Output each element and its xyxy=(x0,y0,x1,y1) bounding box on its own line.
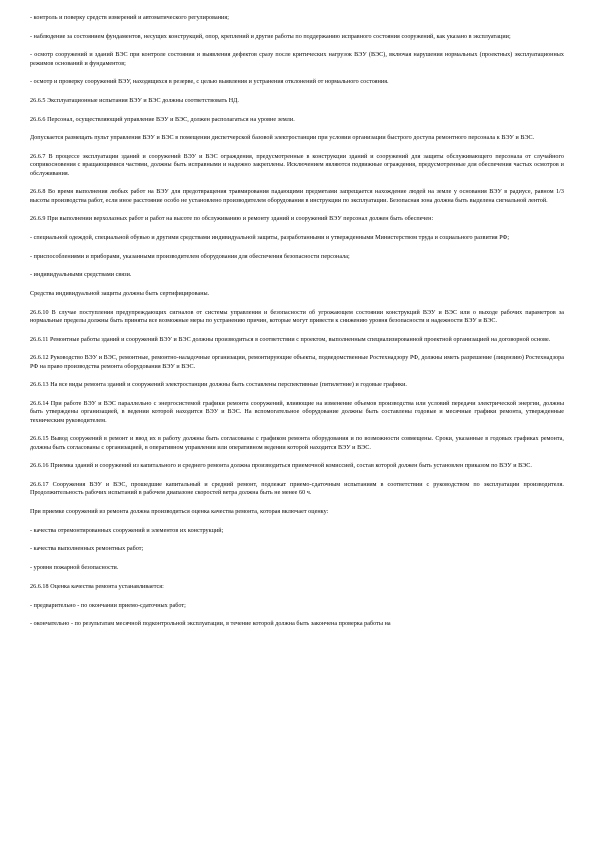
bullet-fire-safety: - уровня пожарной безопасности. xyxy=(30,565,119,572)
bullet-foundation-monitoring: - наблюдение за состоянием фундаментов, несущих конструкций, опор, креплений и другие работы по поддержанию исправного состояния сооружений, как указано в эксплуатации; xyxy=(30,33,511,40)
clause-26-6-9: 26.6.9 При выполнении верхолазных работ и работ на высоте по обслуживанию и ремонту зданий и сооружений ВЭУ персонал должен быть обеспечен: xyxy=(30,216,434,223)
bullet-preliminary: - предварительно - по окончании приемо-сдаточных работ; xyxy=(30,602,186,609)
clause-26-6-18: 26.6.18 Оценка качества ремонта устанавливается: xyxy=(30,583,164,590)
clause-26-6-10: 26.6.10 В случае поступления предупреждающих сигналов от системы управления и безопасности об угрожающем состоянии конструкций ВЭУ и ВЭС или о выходе рабочих параметров за нормальные пределы должны быть приняты все возможные меры по устранению причин, которые могут привести к снижению уровня безопасности и надежности ВЭУ и ВЭС. xyxy=(30,309,564,325)
clause-26-6-12: 26.6.12 Руководство ВЭУ и ВЭС, ремонтные, ремонтно-наладочные организации, ремонтирующие объекты, подведомственные Ростехнадзору РФ, должны иметь разрешение (лицензию) Ростехнадзора РФ на право производства ремонта оборудования ВЭУ и ВЭС. xyxy=(30,355,564,370)
bullet-inspection-after-loads: - осмотр сооружений и зданий ВЭС при контроле состояния и выявления дефектов сразу после критических нагрузок ВЭУ (ВЭС), включая нарушения нормальных (проектных) эксплуатационных режимов оснований и фундаментов; xyxy=(30,52,564,67)
clause-26-6-5: 26.6.5 Эксплуатационные испытания ВЭУ и ВЭС должны соответствовать НД. xyxy=(30,98,239,105)
paragraph-quality-assessment: При приемке сооружений из ремонта должна производиться оценка качества ремонта, которая включает оценку: xyxy=(30,509,329,516)
clause-26-6-8: 26.6.8 Во время выполнения любых работ на ВЭУ для предотвращения травмирования падающими предметами запрещается нахождение людей на земле у основания ВЭУ в радиусе, равном 1/3 высоты производства работ, если иное расстояние особо не установлено производителем оборудования в инструкции по эксплуатации. Безопасная зона должна быть выделена сигнальной лентой. xyxy=(30,189,564,204)
clause-26-6-6: 26.6.6 Персонал, осуществляющий управление ВЭУ и ВЭС, должен располагаться на уровне земли. xyxy=(30,116,295,123)
clause-26-6-13: 26.6.13 На все виды ремонта зданий и сооружений электростанции должны быть составлены перспективные (пятилетние) и годовые графики. xyxy=(30,382,408,389)
clause-26-6-16: 26.6.16 Приемка зданий и сооружений из капитального и среднего ремонта должна производиться приемочной комиссией, состав которой должен быть установлен приказом по ВЭУ и ВЭС. xyxy=(30,463,532,470)
clause-26-6-11: 26.6.11 Ремонтные работы зданий и сооружений ВЭУ и ВЭС должны производиться в соответствии с проектом, выполненным специализированной проектной организацией на договорной основе. xyxy=(30,336,551,343)
bullet-quality-structures: - качества отремонтированных сооружений и элементов их конструкций; xyxy=(30,527,224,534)
bullet-final: - окончательно - по результатам месячной подконтрольной эксплуатации, в течение которой должна быть закончена проверка работы на xyxy=(30,621,391,628)
paragraph-control-panel: Допускается размещать пульт управления ВЭУ и ВЭС в помещении диспетчерской базовой электростанции при условии организации быстрого доступа ремонтного персонала к ВЭУ и ВЭС. xyxy=(30,135,535,142)
bullet-quality-works: - качества выполненных ремонтных работ; xyxy=(30,546,144,553)
bullet-reserve-inspection: - осмотр и проверку сооружений ВЭУ, находящихся в резерве, с целью выявления и устранения отклонений от нормального состояния. xyxy=(30,79,389,86)
bullet-protective-clothing: - специальной одеждой, специальной обувью и другими средствами индивидуальной защиты, разработанными и утвержденными Министерством труда и социального развития РФ; xyxy=(30,235,510,242)
document-page xyxy=(30,14,564,639)
paragraph-certification: Средства индивидуальной защиты должны быть сертифицированы. xyxy=(30,291,210,298)
bullet-devices: - приспособлениями и приборами, указанными производителем оборудования для обеспечения безопасности персонала; xyxy=(30,253,350,260)
clause-26-6-15: 26.6.15 Вывод сооружений в ремонт и ввод их в работу должны быть согласованы с графиком ремонта оборудования и по возможности совмещены. Сроки, указанные в годовых графиках ремонта, должны быть согласованы с организацией, в оперативном управлении или оперативном ведении которой находится ВЭУ и ВЭС. xyxy=(30,436,564,451)
bullet-communication: - индивидуальными средствами связи. xyxy=(30,272,132,279)
bullet-instrument-checks: - контроль и поверку средств измерений и автоматического регулирования; xyxy=(30,15,229,21)
clause-26-6-7: 26.6.7 В процессе эксплуатации зданий и сооружений ВЭУ и ВЭС ограждения, предусмотренные в конструкции зданий и сооружений для защиты обслуживающего персонала от случайного соприкосновения с вращающимися частями, должны быть исправными и надежно закреплены. Исключением являются подвижные ограждения, предусмотренные для обеспечения частых осмотров и обслуживания. xyxy=(30,154,564,177)
clause-26-6-14: 26.6.14 При работе ВЭУ и ВЭС параллельно с энергосистемой графики ремонта сооружений, влияющие на изменение объемов производства или условий передачи электрической энергии, должны быть утверждены организацией, в ведении которой находится ВЭУ и ВЭС. На вспомогательное оборудование должны быть составлены годовые и месячные графики ремонта, утвержденные техническим руководителем. xyxy=(30,401,564,424)
clause-26-6-17: 26.6.17 Сооружения ВЭУ и ВЭС, прошедшие капитальный и средний ремонт, подлежат приемо-сдаточным испытаниям в соответствии с руководством по эксплуатации производителя. Продолжительность рабочих испытаний в рабочем диапазоне скоростей ветра должна быть не менее 60 ч. xyxy=(30,482,564,497)
